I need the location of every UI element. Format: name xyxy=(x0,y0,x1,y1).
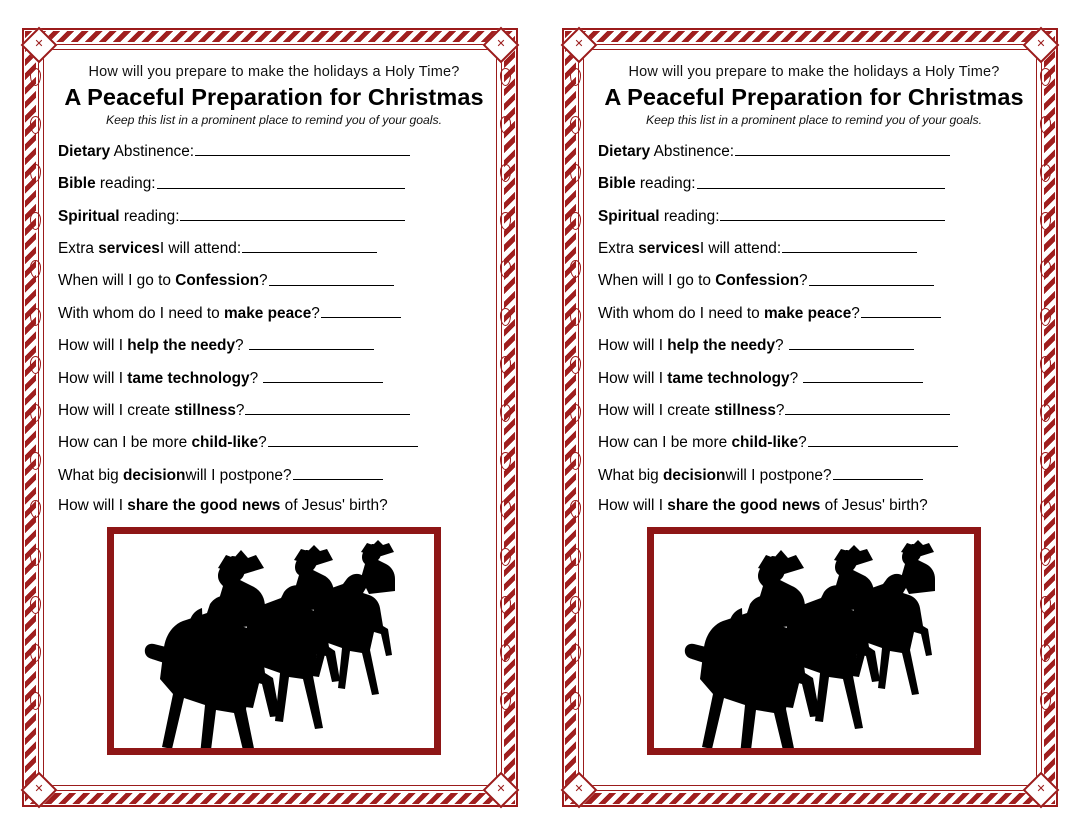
card-content xyxy=(56,58,492,779)
card-left xyxy=(22,28,518,807)
write-in-line[interactable] xyxy=(195,141,410,156)
checklist-item-help-the-needy xyxy=(58,335,492,355)
artwork-frame xyxy=(107,527,441,755)
edge-dot-ornament xyxy=(500,644,511,662)
checklist-item-text: How can I be more xyxy=(598,434,732,452)
edge-dot-ornament xyxy=(30,548,41,566)
card-kicker: How will you prepare to make the holidays a Holy Time? xyxy=(628,64,1000,80)
card-title: A Peaceful Preparation for Christmas xyxy=(604,84,1024,110)
edge-dot-ornament xyxy=(500,356,511,374)
checklist-item-text: reading: xyxy=(119,207,180,225)
edge-dot-ornament xyxy=(570,596,581,614)
checklist-item-text: ? xyxy=(798,434,807,452)
checklist-item-text: How will I xyxy=(598,369,668,387)
edge-dot-ornament xyxy=(570,404,581,422)
corner-x-icon: ✕ xyxy=(1036,38,1046,50)
checklist-item-extra-services xyxy=(58,238,492,258)
edge-ornament-right xyxy=(1038,68,1052,767)
edge-dot-ornament xyxy=(30,404,41,422)
artwork-frame xyxy=(647,527,981,755)
checklist-item-keyword: help the needy xyxy=(127,337,236,355)
checklist-item-keyword: make peace xyxy=(223,304,312,322)
edge-dot-ornament xyxy=(30,164,41,182)
checklist-item-text: How can I be more xyxy=(58,434,192,452)
write-in-line[interactable] xyxy=(720,206,945,221)
edge-dot-ornament xyxy=(500,500,511,518)
checklist-item-keyword: Dietary xyxy=(598,143,651,161)
edge-dot-ornament xyxy=(1040,356,1051,374)
edge-dot-ornament xyxy=(1040,644,1051,662)
checklist-item-tame-technology xyxy=(598,368,1032,388)
checklist-item-spiritual-reading xyxy=(58,206,492,226)
edge-dot-ornament xyxy=(30,116,41,134)
edge-dot-ornament xyxy=(500,452,511,470)
edge-dot-ornament xyxy=(570,644,581,662)
edge-dot-ornament xyxy=(1040,260,1051,278)
checklist-item-text: When will I go to xyxy=(58,272,176,290)
write-in-line[interactable] xyxy=(735,141,950,156)
edge-dot-ornament xyxy=(1040,116,1051,134)
checklist xyxy=(596,141,1032,515)
edge-dot-ornament xyxy=(570,164,581,182)
write-in-line[interactable] xyxy=(785,400,950,415)
corner-x-icon: ✕ xyxy=(34,783,44,795)
edge-dot-ornament xyxy=(500,260,511,278)
checklist-item-text: ? xyxy=(249,369,263,387)
card-right xyxy=(562,28,1058,807)
edge-dot-ornament xyxy=(500,308,511,326)
edge-dot-ornament xyxy=(30,644,41,662)
checklist-item-keyword: Spiritual xyxy=(598,207,660,225)
checklist-item-text: When will I go to xyxy=(598,272,716,290)
edge-dot-ornament xyxy=(500,212,511,230)
edge-dot-ornament xyxy=(500,68,511,86)
edge-dot-ornament xyxy=(500,692,511,710)
checklist-item-text: will I postpone? xyxy=(725,466,832,484)
checklist-item-keyword: Bible xyxy=(58,175,96,193)
checklist-item-create-stillness xyxy=(598,400,1032,420)
checklist-item-spiritual-reading xyxy=(598,206,1032,226)
checklist-item-create-stillness xyxy=(58,400,492,420)
write-in-line[interactable] xyxy=(242,238,377,253)
checklist-item-text: ? xyxy=(775,402,785,420)
checklist-item-confession xyxy=(58,270,492,290)
edge-ornament-left xyxy=(568,68,582,767)
checklist-item-dietary-abstinence xyxy=(58,141,492,161)
edge-dot-ornament xyxy=(1040,548,1051,566)
write-in-line[interactable] xyxy=(697,173,945,188)
write-in-line[interactable] xyxy=(808,432,958,447)
write-in-line[interactable] xyxy=(180,206,405,221)
write-in-line[interactable] xyxy=(245,400,410,415)
three-wise-men-camels-silhouette xyxy=(654,534,974,748)
card-kicker: How will you prepare to make the holidays a Holy Time? xyxy=(88,64,460,80)
checklist-item-text: ? xyxy=(258,434,267,452)
checklist-item-help-the-needy xyxy=(598,335,1032,355)
edge-dot-ornament xyxy=(1040,692,1051,710)
checklist-item-text: Extra xyxy=(598,240,639,258)
write-in-line[interactable] xyxy=(269,270,394,285)
write-in-line[interactable] xyxy=(321,303,401,318)
checklist-item-make-peace xyxy=(598,303,1032,323)
card-subtitle: Keep this list in a prominent place to remind you of your goals. xyxy=(105,113,442,127)
edge-dot-ornament xyxy=(30,596,41,614)
checklist-item-text: ? xyxy=(235,337,248,355)
checklist-item-keyword: Spiritual xyxy=(58,207,120,225)
checklist-item-keyword: child-like xyxy=(731,434,799,452)
checklist-item-be-child-like xyxy=(58,432,492,452)
checklist-item-text: Extra xyxy=(58,240,99,258)
write-in-line[interactable] xyxy=(268,432,418,447)
edge-dot-ornament xyxy=(570,116,581,134)
checklist xyxy=(56,141,492,515)
edge-dot-ornament xyxy=(30,356,41,374)
card-title: A Peaceful Preparation for Christmas xyxy=(64,84,484,110)
checklist-item-text: of Jesus' birth? xyxy=(820,496,928,514)
edge-dot-ornament xyxy=(1040,68,1051,86)
checklist-item-text: With whom do I need to xyxy=(598,304,764,322)
write-in-line[interactable] xyxy=(263,368,383,383)
checklist-item-keyword: share the good news xyxy=(667,496,821,514)
checklist-item-text: ? xyxy=(789,369,803,387)
checklist-item-keyword: child-like xyxy=(191,434,259,452)
checklist-item-text: ? xyxy=(311,304,320,322)
checklist-item-make-peace xyxy=(58,303,492,323)
corner-x-icon: ✕ xyxy=(496,783,506,795)
write-in-line[interactable] xyxy=(249,335,374,350)
checklist-item-confession xyxy=(598,270,1032,290)
edge-dot-ornament xyxy=(500,116,511,134)
checklist-item-text: ? xyxy=(851,304,860,322)
checklist-item-keyword: tame technology xyxy=(127,369,250,387)
edge-dot-ornament xyxy=(30,692,41,710)
edge-dot-ornament xyxy=(1040,212,1051,230)
checklist-item-keyword: Confession xyxy=(715,272,800,290)
checklist-item-text: of Jesus' birth? xyxy=(280,496,388,514)
checklist-item-tame-technology xyxy=(58,368,492,388)
checklist-item-text: How will I xyxy=(598,496,668,514)
checklist-item-postpone-decision xyxy=(58,465,492,485)
checklist-item-postpone-decision xyxy=(598,465,1032,485)
checklist-item-share-good-news xyxy=(598,497,1032,515)
checklist-item-keyword: decision xyxy=(123,466,186,484)
edge-dot-ornament xyxy=(1040,308,1051,326)
edge-dot-ornament xyxy=(500,548,511,566)
corner-x-icon: ✕ xyxy=(34,38,44,50)
edge-dot-ornament xyxy=(570,68,581,86)
checklist-item-keyword: Bible xyxy=(598,175,636,193)
edge-dot-ornament xyxy=(570,692,581,710)
edge-dot-ornament xyxy=(1040,404,1051,422)
edge-ornament-right xyxy=(498,68,512,767)
write-in-line[interactable] xyxy=(293,465,383,480)
edge-dot-ornament xyxy=(30,212,41,230)
card-subtitle: Keep this list in a prominent place to remind you of your goals. xyxy=(645,113,982,127)
checklist-item-text: reading: xyxy=(635,175,696,193)
checklist-item-keyword: decision xyxy=(663,466,726,484)
checklist-item-text: How will I create xyxy=(58,402,175,420)
edge-dot-ornament xyxy=(570,500,581,518)
corner-x-icon: ✕ xyxy=(1036,783,1046,795)
edge-dot-ornament xyxy=(1040,500,1051,518)
corner-x-icon: ✕ xyxy=(574,38,584,50)
edge-dot-ornament xyxy=(1040,164,1051,182)
write-in-line[interactable] xyxy=(803,368,923,383)
checklist-item-bible-reading xyxy=(598,173,1032,193)
edge-dot-ornament xyxy=(570,308,581,326)
write-in-line[interactable] xyxy=(157,173,405,188)
write-in-line[interactable] xyxy=(861,303,941,318)
write-in-line[interactable] xyxy=(833,465,923,480)
edge-dot-ornament xyxy=(30,500,41,518)
checklist-item-text: I will attend: xyxy=(699,240,782,258)
checklist-item-text: How will I xyxy=(58,496,128,514)
checklist-item-keyword: Dietary xyxy=(58,143,111,161)
checklist-item-text: ? xyxy=(775,337,788,355)
edge-dot-ornament xyxy=(30,308,41,326)
checklist-item-keyword: stillness xyxy=(714,402,776,420)
corner-x-icon: ✕ xyxy=(496,38,506,50)
checklist-item-text: ? xyxy=(799,272,808,290)
checklist-item-text: What big xyxy=(598,466,664,484)
write-in-line[interactable] xyxy=(782,238,917,253)
checklist-item-dietary-abstinence xyxy=(598,141,1032,161)
checklist-item-text: ? xyxy=(235,402,245,420)
checklist-item-keyword: share the good news xyxy=(127,496,281,514)
checklist-item-keyword: services xyxy=(638,240,700,258)
checklist-item-text: How will I xyxy=(598,337,668,355)
write-in-line[interactable] xyxy=(789,335,914,350)
checklist-item-be-child-like xyxy=(598,432,1032,452)
checklist-item-keyword: services xyxy=(98,240,160,258)
checklist-item-extra-services xyxy=(598,238,1032,258)
checklist-item-text: I will attend: xyxy=(159,240,242,258)
edge-dot-ornament xyxy=(570,548,581,566)
edge-dot-ornament xyxy=(570,260,581,278)
edge-dot-ornament xyxy=(1040,596,1051,614)
edge-ornament-left xyxy=(28,68,42,767)
checklist-item-text: How will I xyxy=(58,337,128,355)
edge-dot-ornament xyxy=(30,68,41,86)
checklist-item-bible-reading xyxy=(58,173,492,193)
checklist-item-share-good-news xyxy=(58,497,492,515)
edge-dot-ornament xyxy=(570,212,581,230)
edge-dot-ornament xyxy=(570,452,581,470)
edge-dot-ornament xyxy=(500,404,511,422)
write-in-line[interactable] xyxy=(809,270,934,285)
checklist-item-keyword: Confession xyxy=(175,272,260,290)
checklist-item-text: Abstinence: xyxy=(650,143,735,161)
checklist-item-text: ? xyxy=(259,272,268,290)
edge-dot-ornament xyxy=(30,452,41,470)
edge-dot-ornament xyxy=(1040,452,1051,470)
checklist-item-text: will I postpone? xyxy=(185,466,292,484)
checklist-item-text: With whom do I need to xyxy=(58,304,224,322)
checklist-item-text: How will I xyxy=(58,369,128,387)
three-wise-men-camels-silhouette xyxy=(114,534,434,748)
checklist-item-text: reading: xyxy=(659,207,720,225)
checklist-item-keyword: help the needy xyxy=(667,337,776,355)
checklist-item-keyword: tame technology xyxy=(667,369,790,387)
checklist-item-keyword: make peace xyxy=(763,304,852,322)
card-content xyxy=(596,58,1032,779)
checklist-item-text: Abstinence: xyxy=(110,143,195,161)
edge-dot-ornament xyxy=(570,356,581,374)
checklist-item-keyword: stillness xyxy=(174,402,236,420)
edge-dot-ornament xyxy=(500,596,511,614)
edge-dot-ornament xyxy=(500,164,511,182)
corner-x-icon: ✕ xyxy=(574,783,584,795)
checklist-item-text: What big xyxy=(58,466,124,484)
checklist-item-text: reading: xyxy=(95,175,156,193)
edge-dot-ornament xyxy=(30,260,41,278)
checklist-item-text: How will I create xyxy=(598,402,715,420)
